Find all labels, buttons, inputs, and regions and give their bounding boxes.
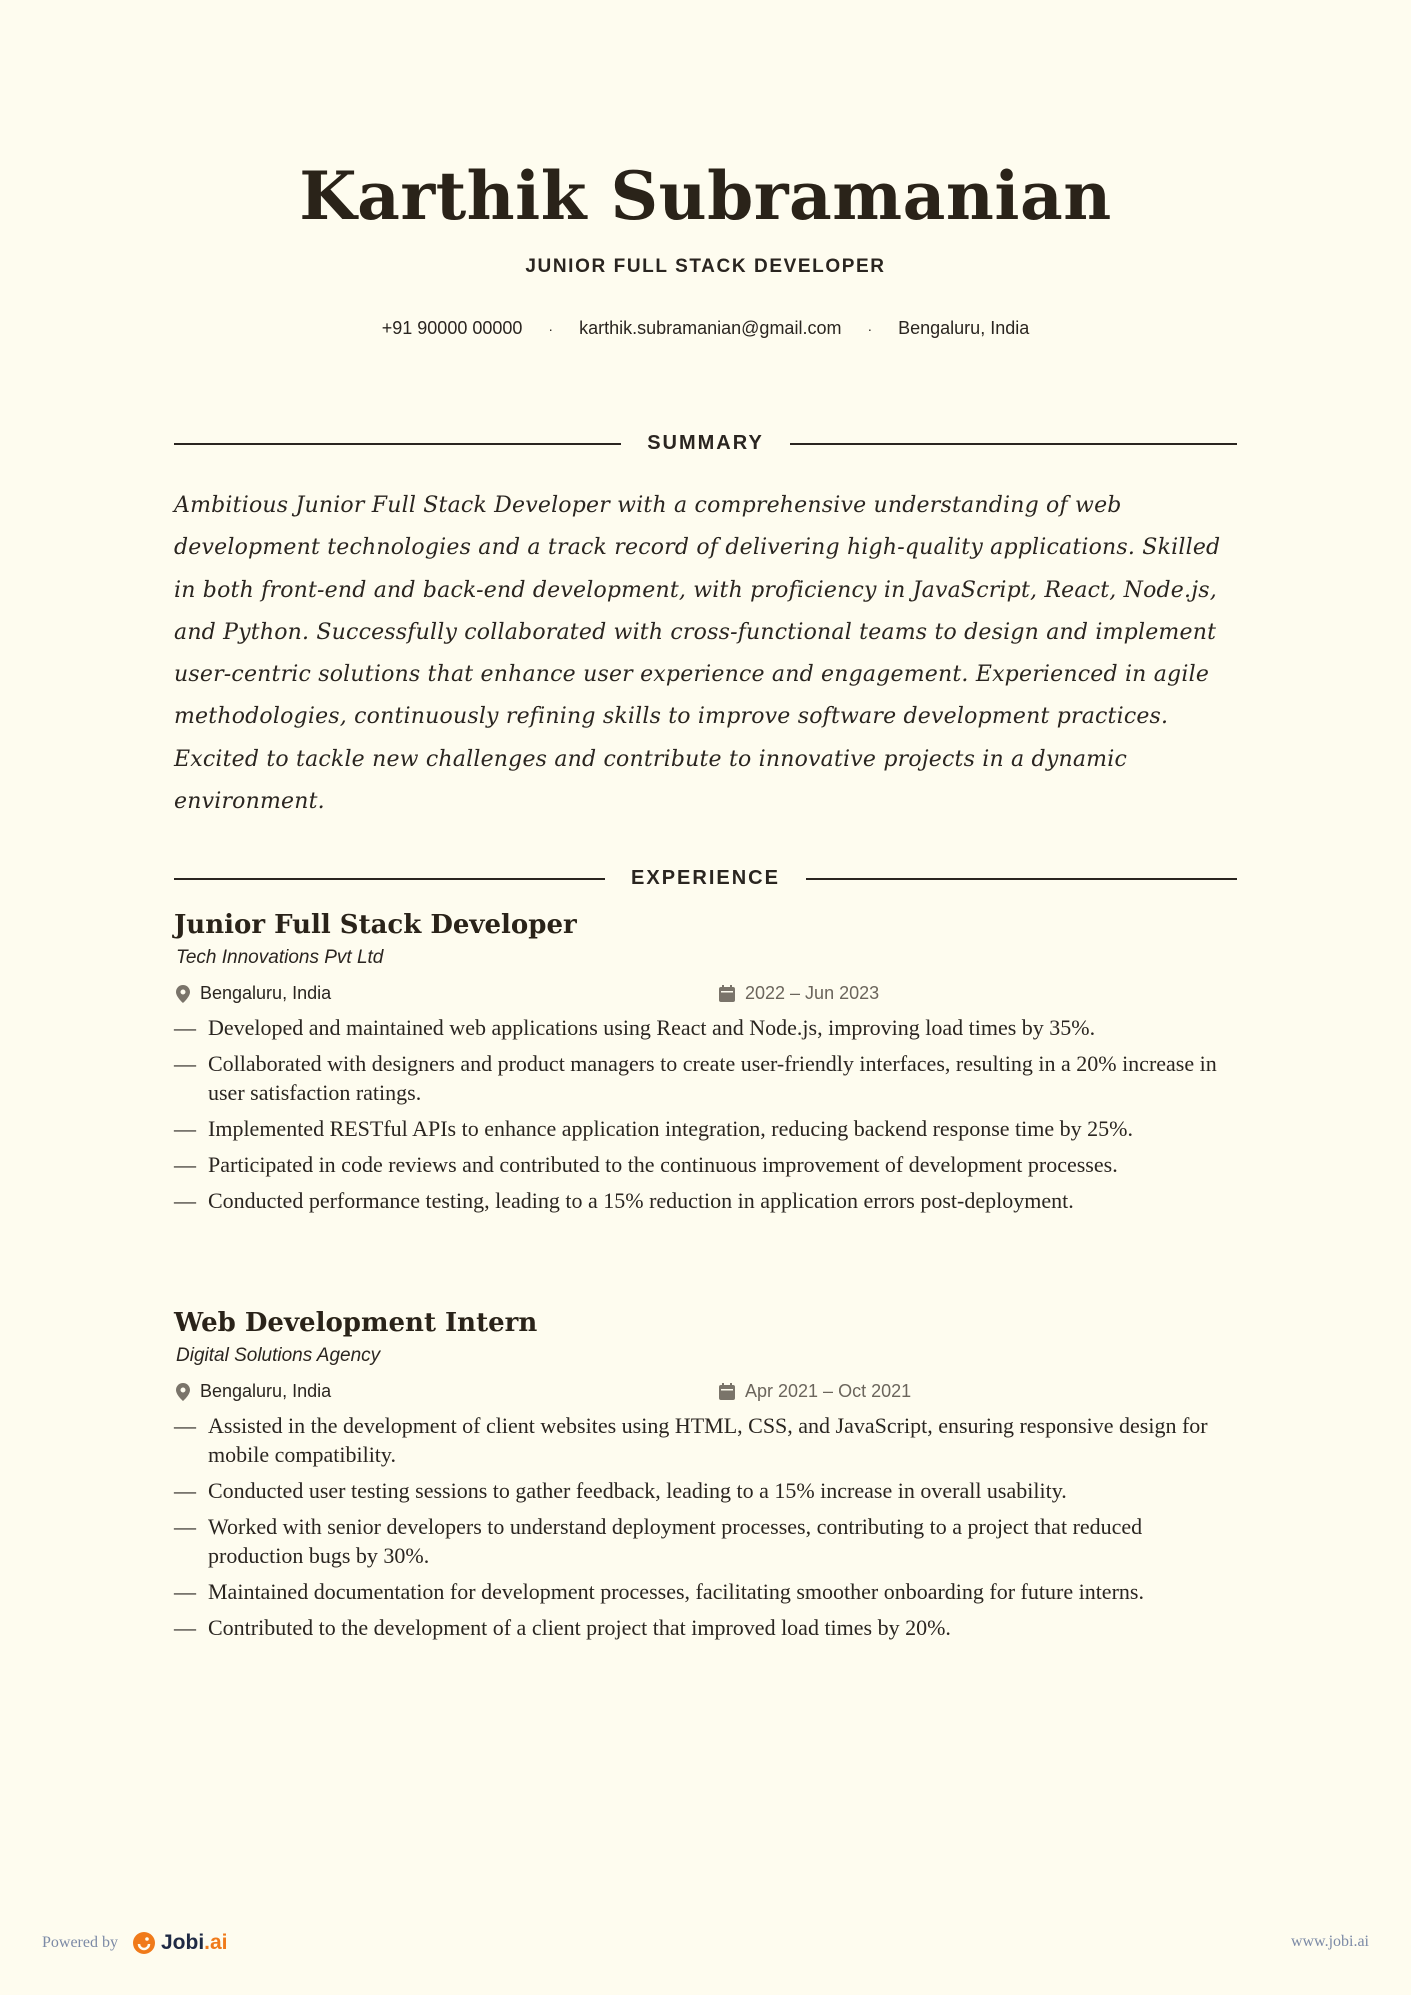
bullet-text: Worked with senior developers to understand deployment processes, contributing to a project that reduced production bugs by 30%. xyxy=(208,1514,1143,1568)
job-title: Web Development Intern xyxy=(174,1308,538,1338)
summary-line: methodologies, continuously refining skills to improve software development practices. xyxy=(174,704,1169,730)
contact-separator: · xyxy=(867,320,873,337)
job-dates-text: Apr 2021 – Oct 2021 xyxy=(745,1381,912,1401)
bullet-text: Participated in code reviews and contributed to the continuous improvement of development processes. xyxy=(208,1152,1118,1177)
experience-section-header xyxy=(174,867,1237,890)
experience-entry xyxy=(174,907,1237,1222)
job-location-text: Bengaluru, India xyxy=(200,983,332,1003)
powered-by-label: Powered by xyxy=(42,1934,118,1951)
email-address[interactable]: karthik.subramanian@gmail.com xyxy=(579,318,842,338)
job-bullets xyxy=(174,1013,1237,1215)
summary-line: environment. xyxy=(174,789,325,815)
company-name: Tech Innovations Pvt Ltd xyxy=(176,947,384,968)
job-dates-text: 2022 – Jun 2023 xyxy=(745,983,880,1003)
job-title: Junior Full Stack Developer xyxy=(174,910,577,940)
job-dates xyxy=(719,983,879,1004)
bullet-text: Conducted performance testing, leading to a 15% reduction in application errors post-deployment. xyxy=(208,1188,1074,1213)
jobi-logo[interactable] xyxy=(132,1931,228,1955)
company-name: Digital Solutions Agency xyxy=(176,1345,381,1366)
summary-section-header xyxy=(174,432,1237,455)
list-item: — Assisted in the development of client websites using HTML, CSS, and JavaScript, ensuring responsive design for mobile compatibility. xyxy=(174,1413,1208,1467)
section-divider xyxy=(174,443,621,445)
list-item: — Conducted user testing sessions to gather feedback, leading to a 15% increase in overall usability. xyxy=(174,1478,1067,1503)
contact-row xyxy=(174,318,1237,339)
brand-name: Jobi xyxy=(160,1931,205,1954)
bullet-text: Collaborated with designers and product managers to create user-friendly interfaces, resulting in a 20% increase in user satisfaction ratings. xyxy=(208,1051,1217,1105)
bullet-text: Maintained documentation for development processes, facilitating smoother onboarding for future interns. xyxy=(208,1579,1144,1604)
summary-line: and Python. Successfully collaborated with cross-functional teams to design and implement xyxy=(174,619,1217,645)
job-location-text: Bengaluru, India xyxy=(200,1381,332,1401)
powered-by-footer xyxy=(42,1931,228,1955)
phone-number[interactable]: +91 90000 00000 xyxy=(381,318,523,338)
section-divider xyxy=(806,878,1237,880)
bullet-text: Assisted in the development of client websites using HTML, CSS, and JavaScript, ensuring responsive design for mobile compatibility. xyxy=(208,1413,1208,1467)
experience-entry xyxy=(174,1305,1237,1649)
list-item: — Developed and maintained web applications using React and Node.js, improving load times by 35%. xyxy=(174,1015,1096,1040)
list-item: — Conducted performance testing, leading to a 15% reduction in application errors post-deployment. xyxy=(174,1188,1074,1213)
summary-line: in both front-end and back-end development, with proficiency in JavaScript, React, Node.js, xyxy=(174,577,1217,603)
summary-text xyxy=(174,485,1237,823)
candidate-role: JUNIOR FULL STACK DEVELOPER xyxy=(525,256,886,277)
job-meta xyxy=(174,1375,1237,1411)
calendar-icon xyxy=(719,985,735,1002)
list-item: — Implemented RESTful APIs to enhance application integration, reducing backend response time by 25%. xyxy=(174,1116,1133,1141)
job-location xyxy=(176,983,331,1004)
bullet-text: Developed and maintained web applications using React and Node.js, improving load times by 35%. xyxy=(208,1015,1096,1040)
list-item: — Contributed to the development of a client project that improved load times by 20%. xyxy=(174,1615,951,1640)
brand-suffix: .ai xyxy=(204,1931,228,1954)
summary-line: development technologies and a track record of delivering high-quality applications. Skilled xyxy=(174,535,1221,561)
summary-heading: SUMMARY xyxy=(647,432,764,454)
contact-separator: · xyxy=(548,320,554,337)
list-item: — Collaborated with designers and product managers to create user-friendly interfaces, resulting in a 20% increase in user satisfaction ratings. xyxy=(174,1051,1217,1105)
summary-line: Excited to tackle new challenges and contribute to innovative projects in a dynamic xyxy=(174,746,1127,772)
bullet-text: Conducted user testing sessions to gather feedback, leading to a 15% increase in overall usability. xyxy=(208,1478,1067,1503)
job-meta xyxy=(174,977,1237,1013)
section-divider xyxy=(174,878,605,880)
summary-line: user-centric solutions that enhance user experience and engagement. Experienced in agile xyxy=(174,662,1210,688)
section-divider xyxy=(790,443,1237,445)
map-pin-icon xyxy=(176,985,190,1003)
calendar-icon xyxy=(719,1383,735,1400)
list-item: — Participated in code reviews and contributed to the continuous improvement of development processes. xyxy=(174,1152,1118,1177)
job-bullets xyxy=(174,1411,1237,1642)
list-item: — Worked with senior developers to understand deployment processes, contributing to a project that reduced production bugs by 30%. xyxy=(174,1514,1143,1568)
job-dates xyxy=(719,1381,911,1402)
list-item: — Maintained documentation for development processes, facilitating smoother onboarding for future interns. xyxy=(174,1579,1144,1604)
bullet-text: Contributed to the development of a client project that improved load times by 20%. xyxy=(208,1615,951,1640)
bullet-text: Implemented RESTful APIs to enhance application integration, reducing backend response time by 25%. xyxy=(208,1116,1133,1141)
experience-heading: EXPERIENCE xyxy=(631,867,780,889)
job-location xyxy=(176,1381,331,1402)
website-link[interactable]: www.jobi.ai xyxy=(1290,1933,1369,1950)
contact-location: Bengaluru, India xyxy=(898,318,1030,338)
jobi-logo-icon xyxy=(132,1931,156,1955)
summary-line: Ambitious Junior Full Stack Developer with a comprehensive understanding of web xyxy=(174,493,1122,518)
map-pin-icon xyxy=(176,1383,190,1401)
candidate-name: Karthik Subramanian xyxy=(299,157,1112,235)
